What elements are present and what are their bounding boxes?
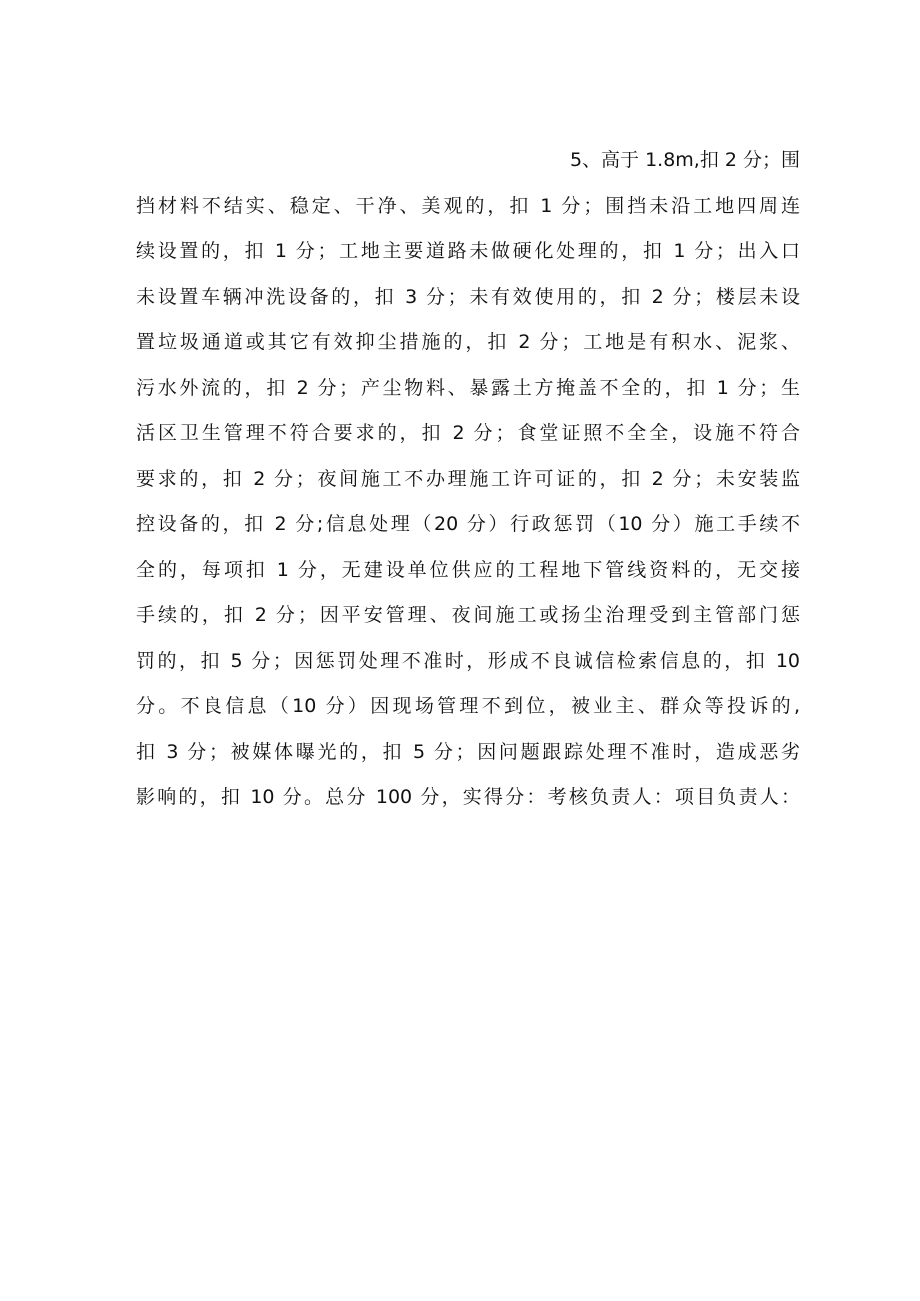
paragraph-line: 影响的，扣 10 分。总分 100 分，实得分：考核负责人：项目负责人： bbox=[136, 786, 800, 808]
paragraph-line: 控设备的，扣 2 分;信息处理（20 分）行政惩罚（10 分）施工手续不 bbox=[136, 513, 800, 535]
paragraph-line: 置垃圾通道或其它有效抑尘措施的，扣 2 分；工地是有积水、泥浆、 bbox=[136, 331, 800, 353]
paragraph-line: 5、高于 1.8m,扣 2 分；围 bbox=[569, 149, 800, 171]
body-paragraph bbox=[136, 138, 800, 821]
paragraph-line: 活区卫生管理不符合要求的，扣 2 分；食堂证照不全全，设施不符合 bbox=[136, 422, 800, 444]
paragraph-line: 罚的，扣 5 分；因惩罚处理不准时，形成不良诚信检索信息的，扣 10 bbox=[136, 649, 800, 672]
paragraph-line: 扣 3 分；被媒体曝光的，扣 5 分；因问题跟踪处理不准时，造成恶劣 bbox=[136, 740, 800, 763]
paragraph-line: 分。不良信息（10 分）因现场管理不到位，被业主、群众等投诉的, bbox=[136, 695, 800, 717]
paragraph-line: 要求的，扣 2 分；夜间施工不办理施工许可证的，扣 2 分；未安装监 bbox=[136, 467, 800, 490]
paragraph-line: 污水外流的，扣 2 分；产尘物料、暴露土方掩盖不全的，扣 1 分；生 bbox=[136, 376, 800, 399]
paragraph-line: 全的，每项扣 1 分，无建设单位供应的工程地下管线资料的，无交接 bbox=[136, 558, 800, 581]
paragraph-line: 挡材料不结实、稳定、干净、美观的，扣 1 分；围挡未沿工地四周连 bbox=[136, 194, 800, 217]
paragraph-line: 未设置车辆冲洗设备的，扣 3 分；未有效使用的，扣 2 分；楼层未设 bbox=[136, 285, 800, 308]
paragraph-line: 续设置的，扣 1 分；工地主要道路未做硬化处理的，扣 1 分；出入口 bbox=[136, 240, 800, 262]
paragraph-line: 手续的，扣 2 分；因平安管理、夜间施工或扬尘治理受到主管部门惩 bbox=[136, 604, 800, 626]
